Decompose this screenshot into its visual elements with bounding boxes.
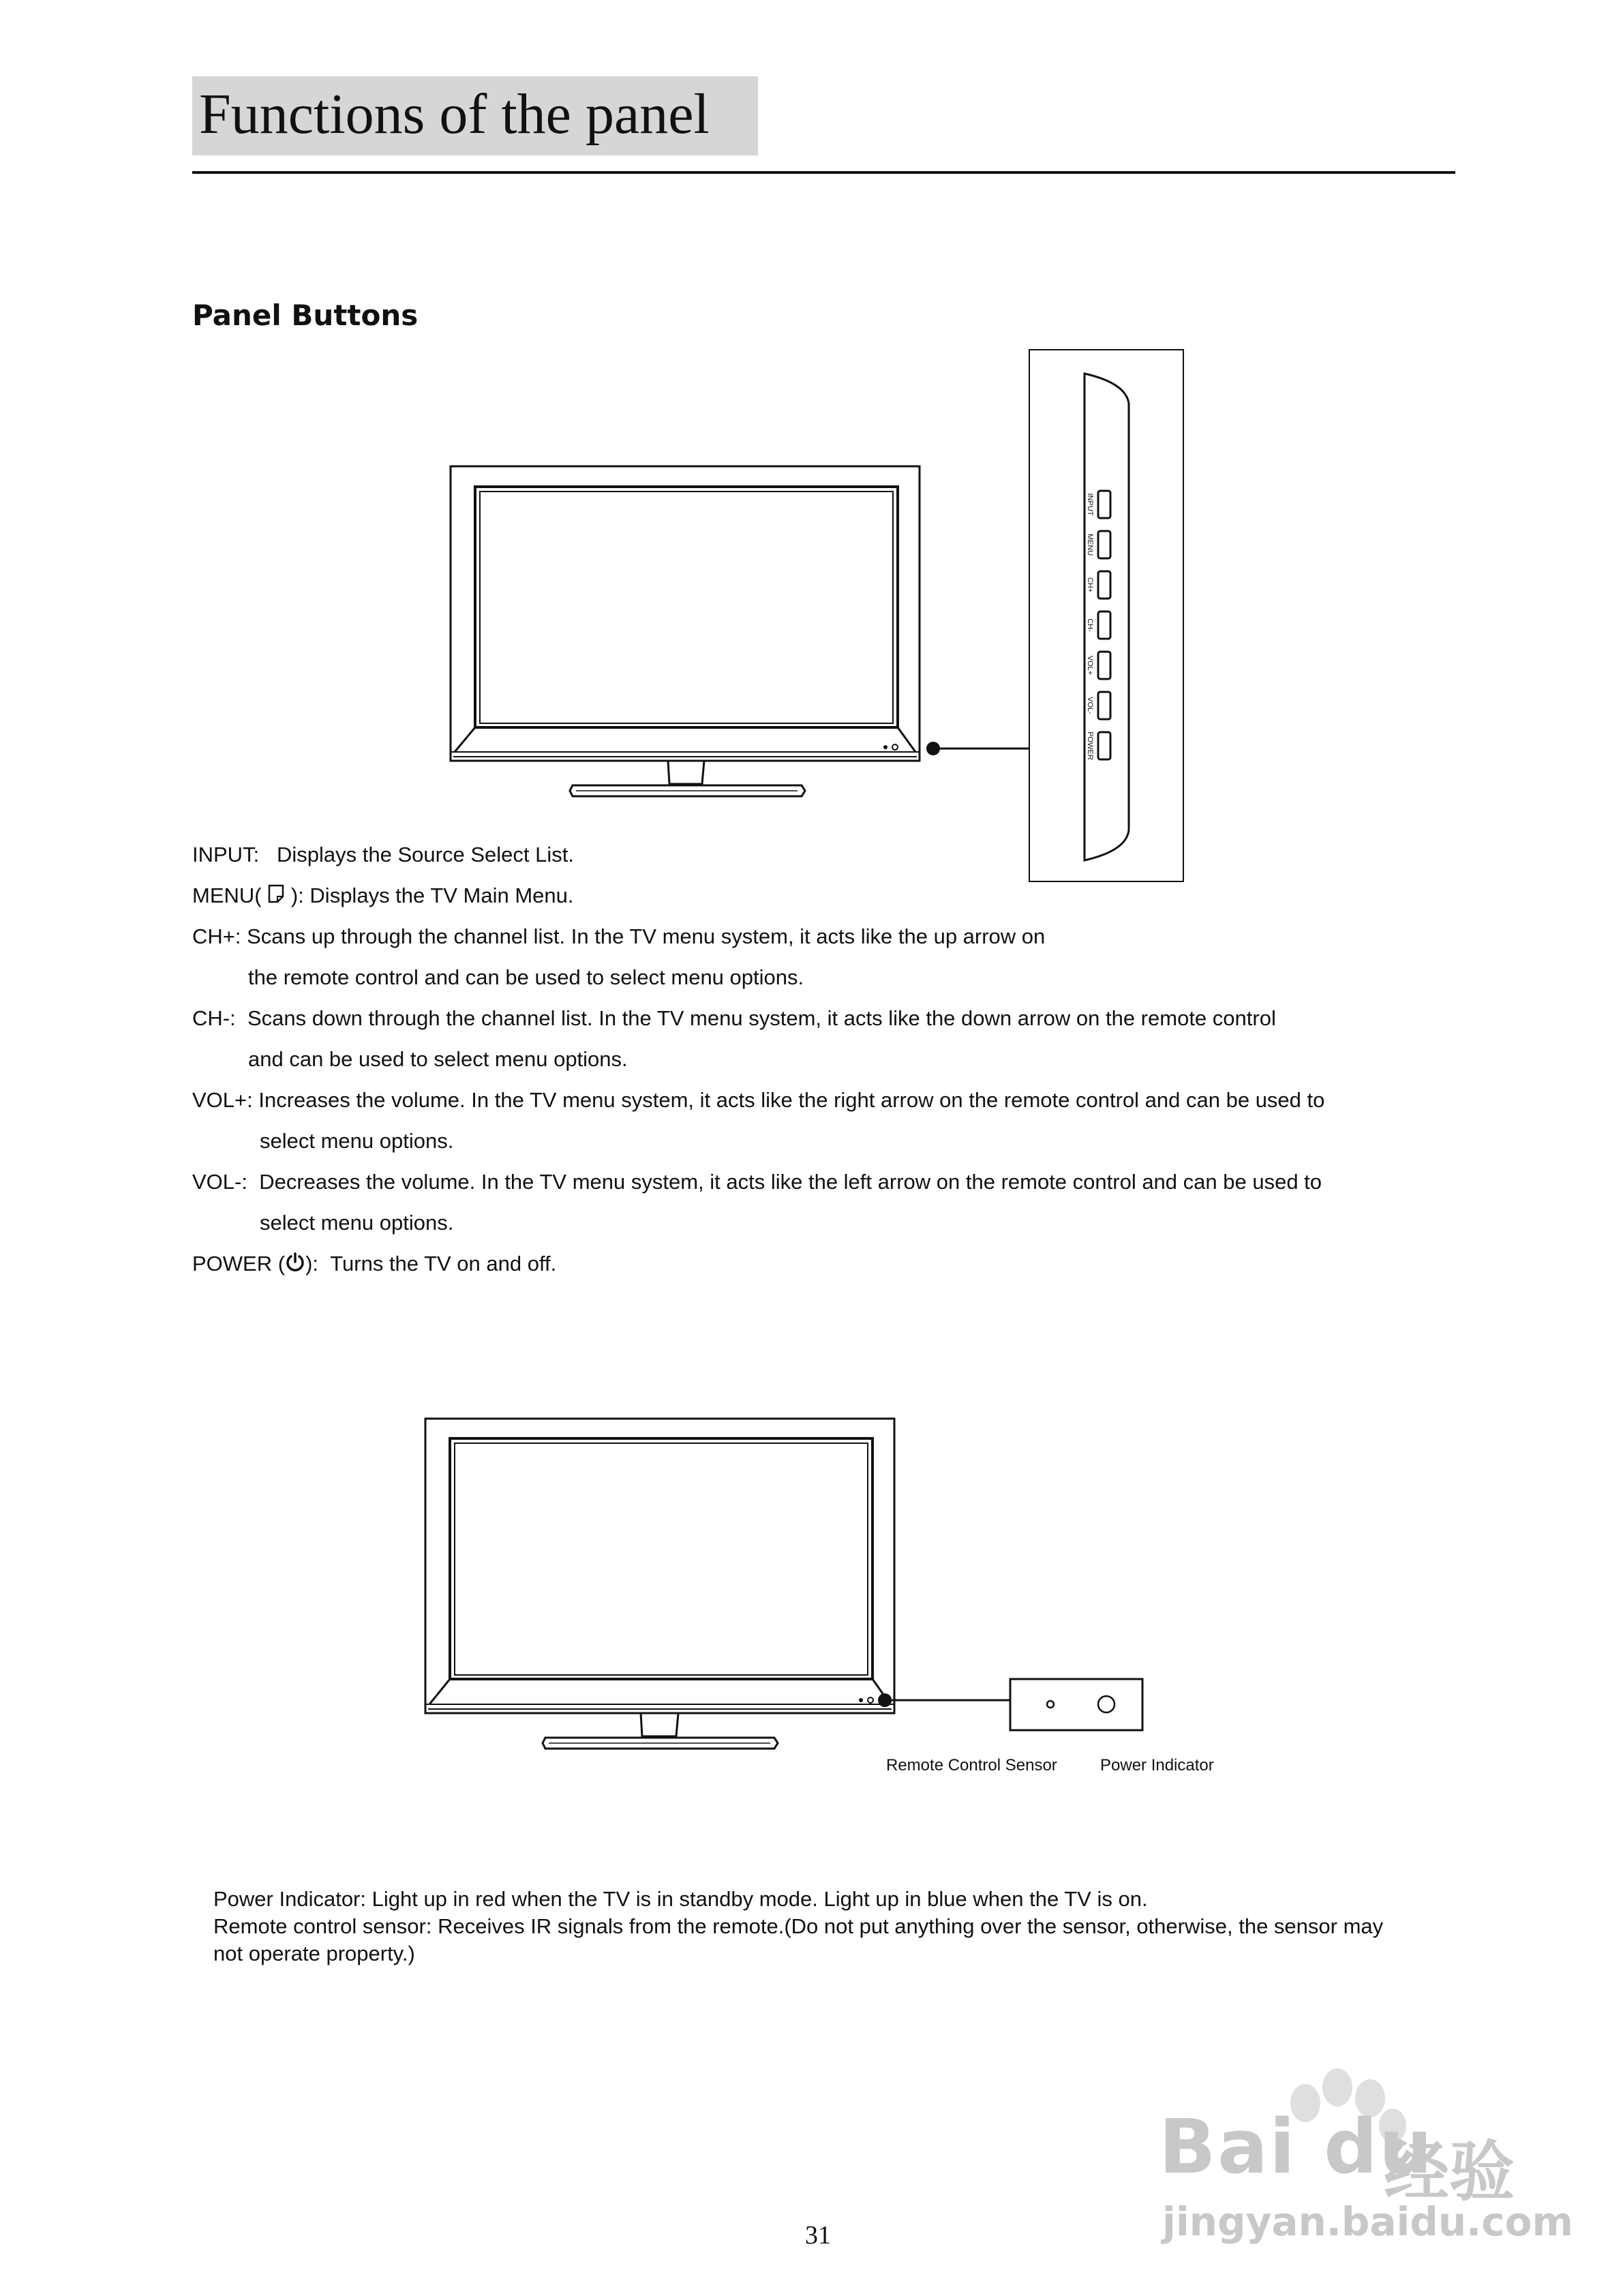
desc-vol-down-line1: Decreases the volume. In the TV menu system, it acts like the left arrow on the remote control and can be used to [259,1170,1322,1194]
note-remote-sensor: Remote control sensor: Receives IR signals from the remote.(Do not put anything over the sensor, otherwise, the sensor may [213,1914,1384,1938]
desc-ch-down-line1: Scans down through the channel list. In the TV menu system, it acts like the down arrow on the remote control [247,1006,1276,1030]
desc-vol-up-line1: Increases the volume. In the TV menu system, it acts like the right arrow on the remote control and can be used to [258,1088,1325,1112]
desc-vol-up-label: VOL+: [192,1088,253,1112]
side-label-vol-up: VOL+ [1086,655,1094,676]
desc-ch-down-line2: and can be used to select menu options. [248,1047,628,1071]
page-title: Functions of the panel [199,82,710,146]
desc-input-label: INPUT: [192,843,260,866]
side-label-input: INPUT [1086,493,1094,516]
desc-ch-down-label: CH-: [192,1006,236,1030]
section-heading: Panel Buttons [192,299,419,332]
desc-vol-down-line2: select menu options. [260,1211,454,1235]
desc-power-label-suffix: ): [305,1252,318,1275]
desc-power-text: Turns the TV on and off. [330,1252,557,1275]
desc-menu-label-suffix: ): [290,883,304,907]
desc-vol-down-label: VOL-: [192,1170,247,1194]
page-number: 31 [805,2221,831,2250]
remote-sensor-caption: Remote Control Sensor [886,1756,1057,1774]
watermark-url: jingyan.baidu.com [1162,2199,1573,2245]
side-label-menu: MENU [1086,533,1094,556]
watermark-cjk: 经验 [1384,2134,1515,2210]
desc-ch-up-label: CH+: [192,924,241,948]
side-label-ch-up: CH+ [1086,577,1094,593]
side-label-ch-down: CH- [1086,618,1094,632]
watermark-brand: Bai du [1159,2103,1434,2190]
desc-ch-up-line2: the remote control and can be used to select menu options. [248,965,804,989]
desc-menu-label-prefix: MENU( [192,883,262,907]
desc-vol-up-line2: select menu options. [260,1129,454,1153]
note-remote-sensor-cont: not operate property.) [213,1942,415,1965]
desc-menu-text: Displays the TV Main Menu. [309,883,574,907]
side-label-vol-down: VOL- [1086,697,1094,714]
power-indicator-caption: Power Indicator [1100,1756,1214,1774]
desc-power-label-prefix: POWER ( [192,1252,286,1275]
note-power-indicator: Power Indicator: Light up in red when the TV is in standby mode. Light up in blue when the TV is on. [213,1887,1148,1911]
desc-ch-up-line1: Scans up through the channel list. In the TV menu system, it acts like the up arrow on [247,924,1046,948]
side-label-power: POWER [1086,731,1094,760]
desc-input-text: Displays the Source Select List. [277,843,574,866]
